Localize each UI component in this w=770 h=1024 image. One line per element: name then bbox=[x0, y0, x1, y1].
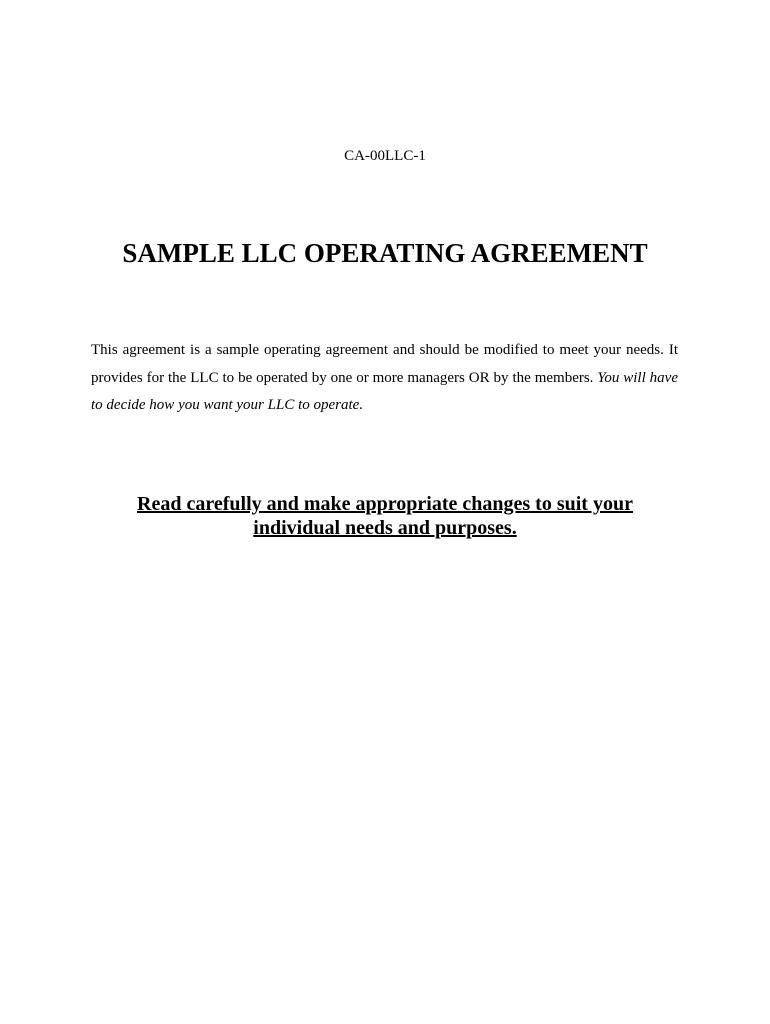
document-title: SAMPLE LLC OPERATING AGREEMENT bbox=[122, 238, 648, 268]
form-code: CA-00LLC-1 bbox=[344, 148, 426, 164]
notice-text: Read carefully and make appropriate changes to suit your individual needs and purposes. bbox=[137, 493, 633, 539]
intro-paragraph bbox=[91, 337, 678, 420]
intro-text: This agreement is a sample operating agreement and should be modified to meet your needs. It provides for the LLC to be operated by one or more managers OR by the members. bbox=[91, 342, 678, 386]
intro-italic-text: You will have to decide how you want your LLC to operate. bbox=[91, 369, 678, 413]
